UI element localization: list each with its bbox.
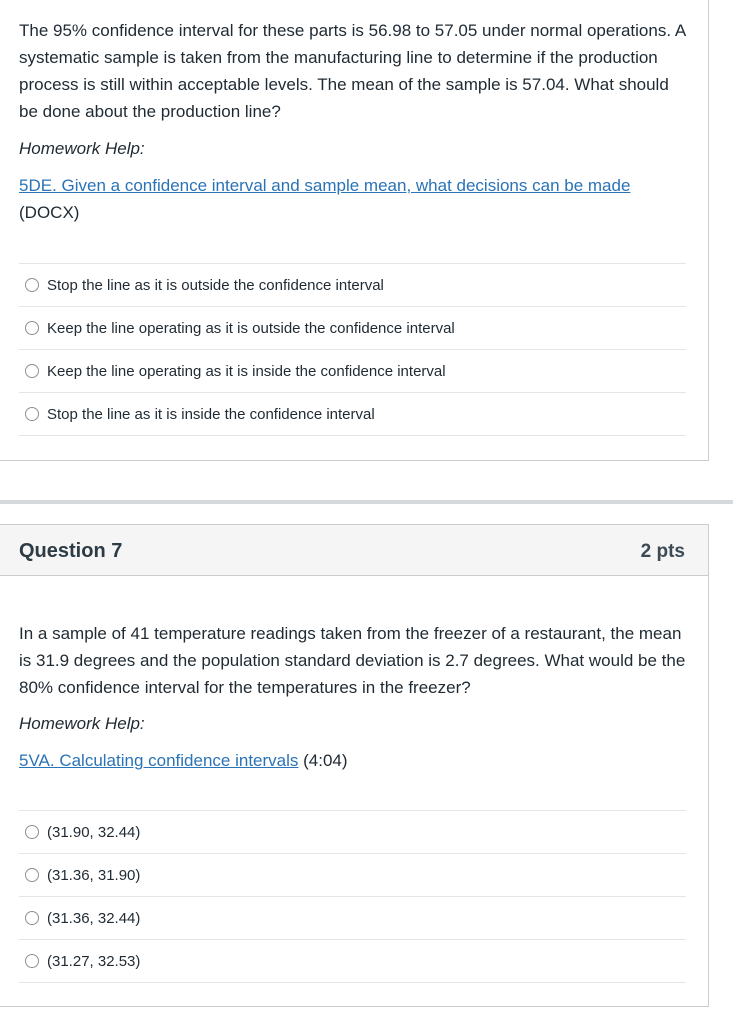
question-6-answers: [19, 263, 686, 436]
answer-option[interactable]: [19, 854, 686, 897]
answer-option[interactable]: [19, 897, 686, 940]
radio-button-icon[interactable]: [25, 954, 39, 968]
question-7-answers: [19, 810, 686, 983]
answer-option[interactable]: [19, 264, 686, 307]
question-7-homework-help-label: Homework Help:: [19, 714, 145, 733]
answer-option[interactable]: [19, 940, 686, 983]
question-7-header: [0, 525, 708, 576]
answer-option[interactable]: [19, 393, 686, 436]
question-7-text: In a sample of 41 temperature readings taken from the freezer of a restaurant, the mean is 31.9 degrees and the population standard deviation is 2.7 degrees. What would be the 80% confidence interval for the temperatures in the freezer?: [19, 624, 686, 697]
question-7-resource: [19, 747, 689, 774]
radio-button-icon[interactable]: [25, 278, 39, 292]
question-6-homework-help-label: Homework Help:: [19, 139, 145, 158]
answer-label: Keep the line operating as it is outside the confidence interval: [47, 319, 455, 337]
radio-button-icon[interactable]: [25, 407, 39, 421]
answer-option[interactable]: [19, 307, 686, 350]
question-6-resource-link[interactable]: 5DE. Given a confidence interval and sample mean, what decisions can be made: [19, 176, 631, 195]
answer-label: Stop the line as it is inside the confidence interval: [47, 405, 375, 423]
question-7-resource-link[interactable]: 5VA. Calculating confidence intervals: [19, 751, 299, 770]
question-7-card: [0, 524, 709, 1007]
radio-button-icon[interactable]: [25, 868, 39, 882]
answer-option[interactable]: [19, 350, 686, 393]
answer-label: Stop the line as it is outside the confidence interval: [47, 276, 384, 294]
question-6-resource-type: (DOCX): [19, 203, 80, 222]
question-6-resource: [19, 172, 689, 226]
answer-option[interactable]: [19, 811, 686, 854]
radio-button-icon[interactable]: [25, 321, 39, 335]
radio-button-icon[interactable]: [25, 911, 39, 925]
question-7-resource-duration: (4:04): [303, 751, 348, 770]
question-7-title: Question 7: [19, 540, 123, 562]
answer-label: (31.36, 32.44): [47, 909, 141, 927]
answer-label: Keep the line operating as it is inside the confidence interval: [47, 362, 446, 380]
radio-button-icon[interactable]: [25, 825, 39, 839]
answer-label: (31.36, 31.90): [47, 866, 141, 884]
question-7-points: 2 pts: [640, 541, 685, 562]
answer-label: (31.90, 32.44): [47, 823, 141, 841]
question-6-card: [0, 0, 709, 461]
question-divider: [0, 500, 733, 504]
radio-button-icon[interactable]: [25, 364, 39, 378]
question-6-text: The 95% confidence interval for these parts is 56.98 to 57.05 under normal operations. A systematic sample is taken from the manufacturing line to determine if the production process is still within acceptable levels. The mean of the sample is 57.04. What should be done about the production line?: [19, 21, 686, 121]
answer-label: (31.27, 32.53): [47, 952, 141, 970]
